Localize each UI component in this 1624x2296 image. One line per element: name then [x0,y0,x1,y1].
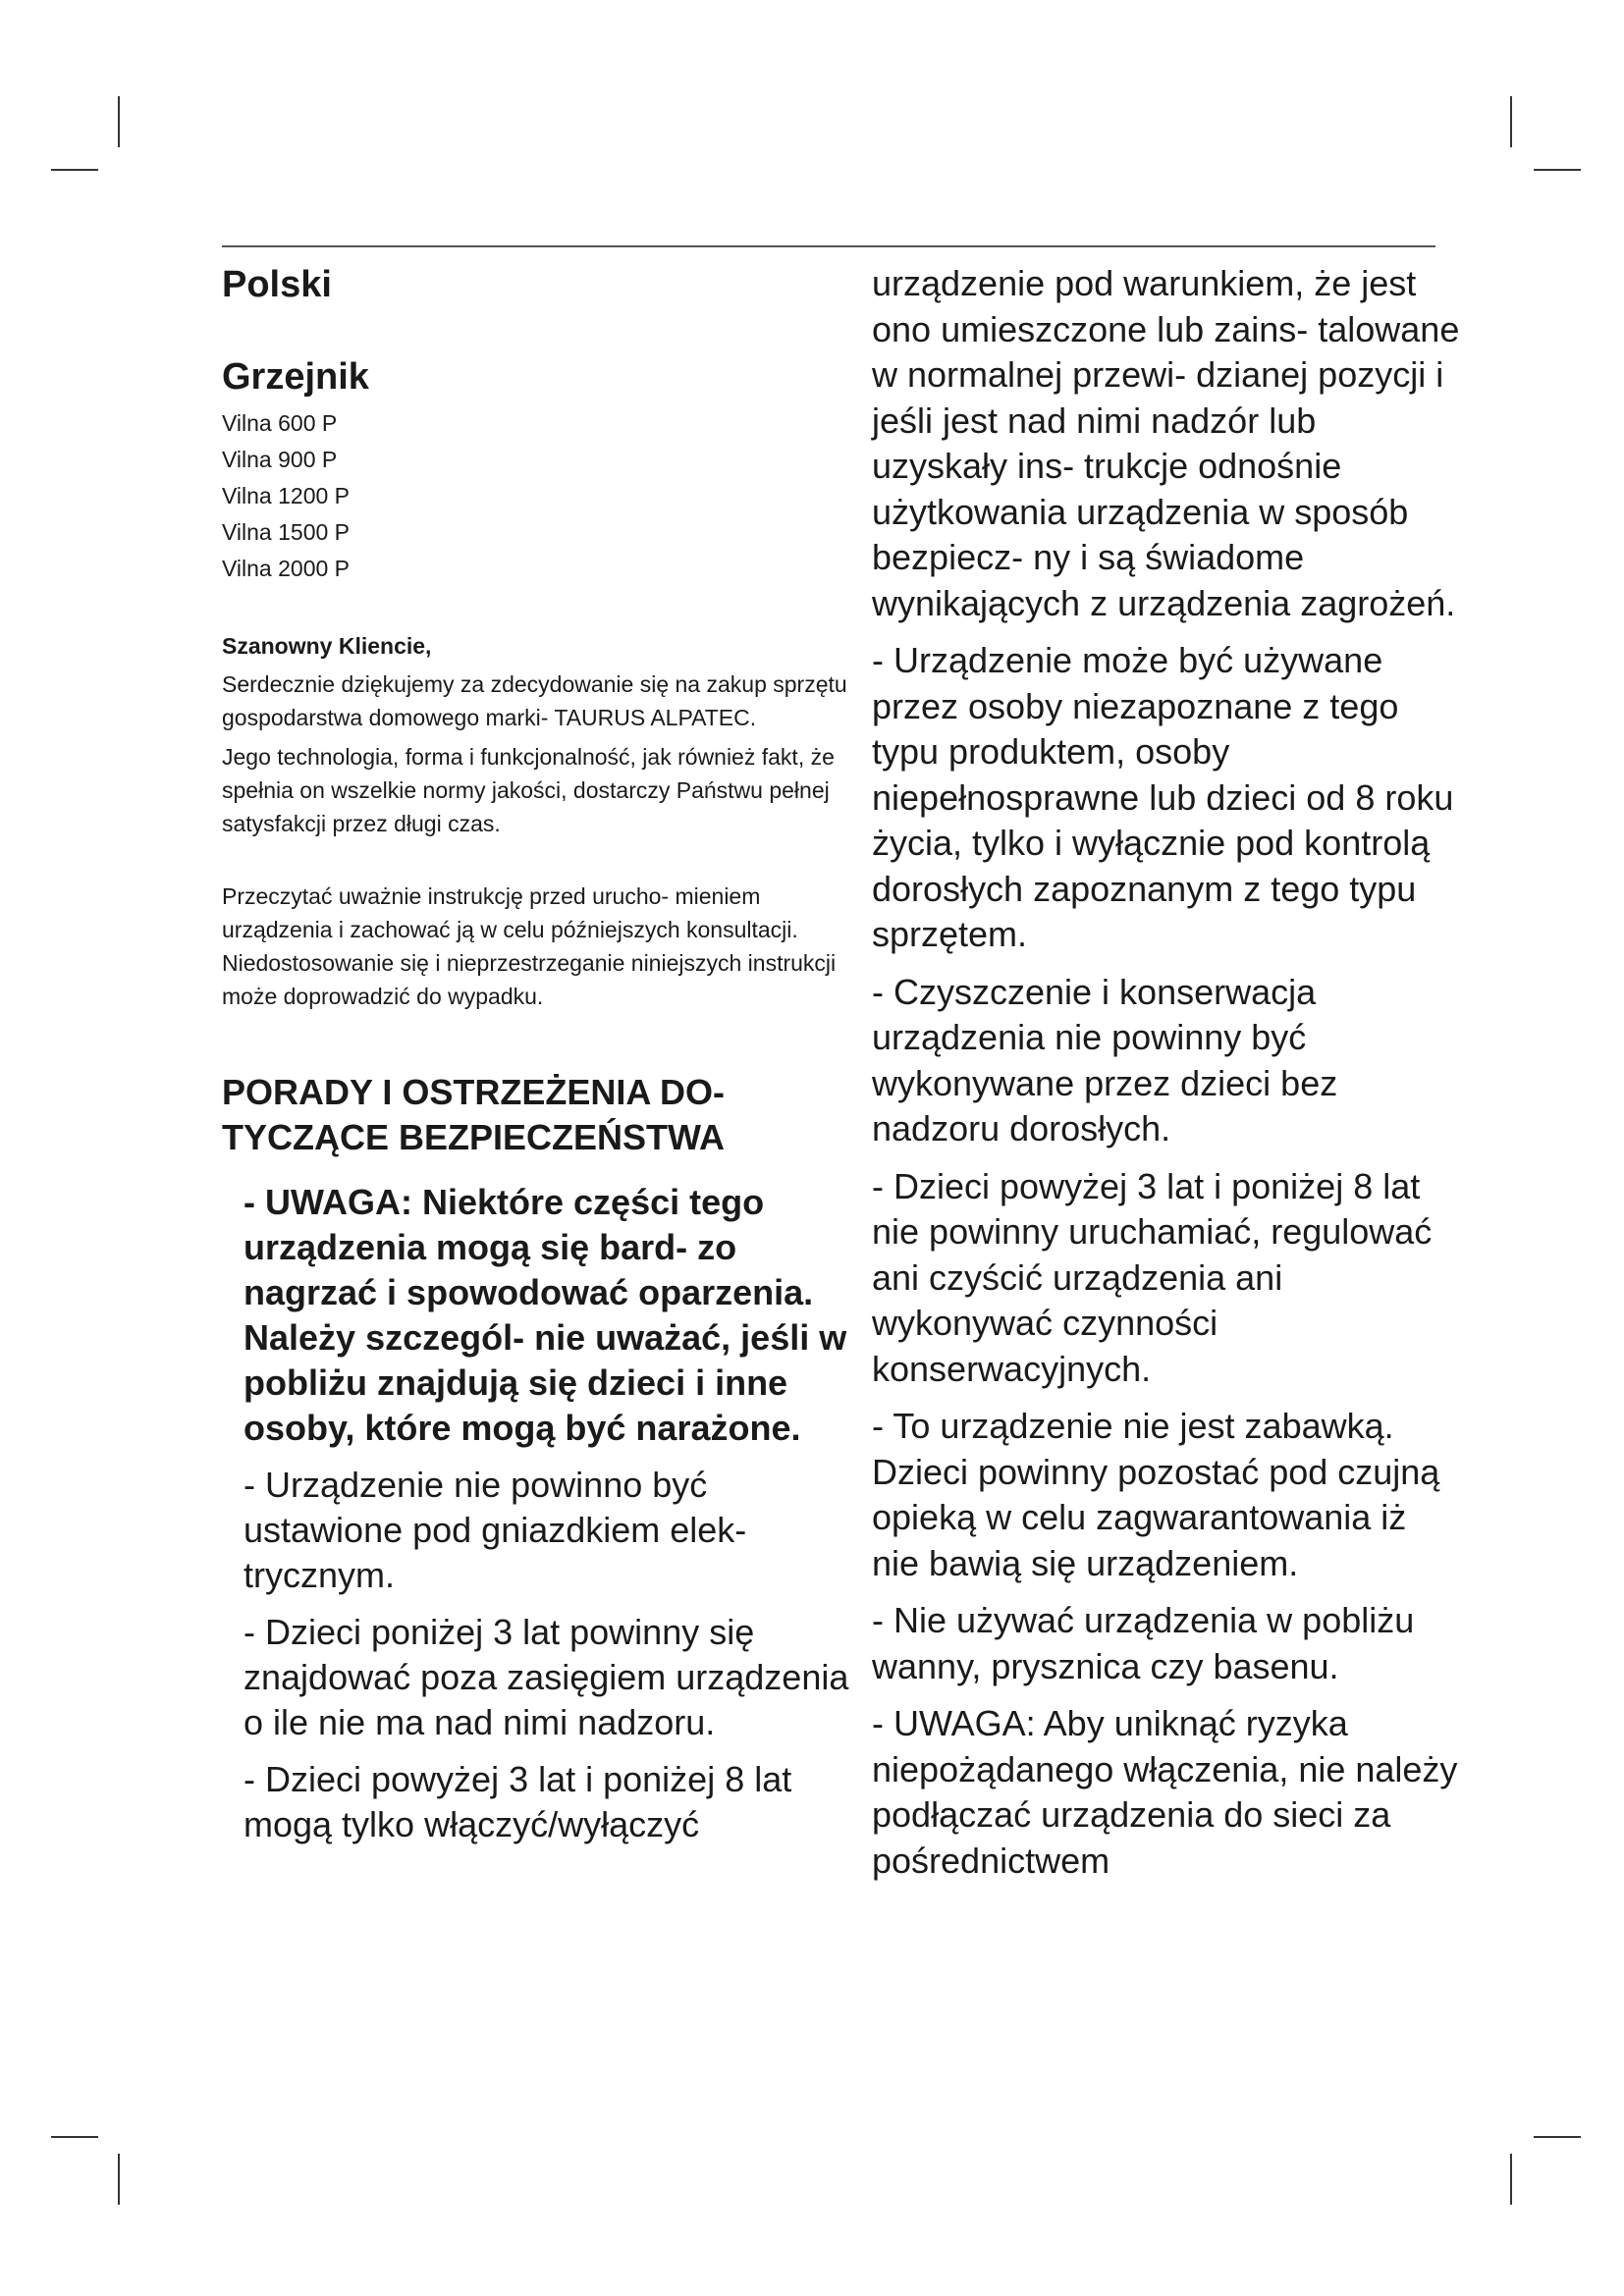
model-item: Vilna 1500 P [222,519,351,546]
language-heading: Polski [222,264,332,305]
safety-item: - UWAGA: Aby uniknąć ryzyka niepożądanego włączenia, nie należy podłączać urządzenia do sieci za pośrednictwem [872,1703,1458,1881]
intro-paragraph-2: Jego technologia, forma i funkcjonalność, jak również fakt, że spełnia on wszelkie normy jakości, dostarczy Państwu pełnej satysfakcji przez długi czas. [222,744,835,837]
greeting: Szanowny Kliencie, [222,633,432,660]
model-item: Vilna 600 P [222,410,338,437]
model-item: Vilna 2000 P [222,556,351,582]
safety-item: - Urządzenie nie powinno być ustawione pod gniazdkiem elek- trycznym. [244,1465,747,1596]
safety-heading: PORADY I OSTRZEŻENIA DO- TYCZĄCE BEZPIECZEŃSTWA [222,1072,726,1158]
safety-item: - Urządzenie może być używane przez osoby niezapoznane z tego typu produktem, osoby niepełnosprawne lub dzieci od 8 roku życia, tylko i wyłącznie pod kontrolą dorosłych zapoznanym z tego typu sprzętem. [872,640,1454,954]
intro-paragraph-1: Serdecznie dziękujemy za zdecydowanie się na zakup sprzętu gospodarstwa domowego marki- TAURUS ALPATEC. [222,671,847,731]
header-rule [222,245,1435,247]
safety-item: urządzenie pod warunkiem, że jest ono umieszczone lub zains- talowane w normalnej przewi- dzianej pozycji i jeśli jest nad nimi nadzór lub uzyskały ins- trukcje odnośnie użytkowania urządzenia w sposób bezpiecz- ny i są świadome wynikających z urządzenia zagrożeń. [872,263,1460,623]
model-list [222,405,850,587]
safety-item: - Dzieci powyżej 3 lat i poniżej 8 lat mogą tylko włączyć/wyłączyć [244,1759,792,1845]
intro-paragraph-3: Przeczytać uważnie instrukcję przed urucho- mieniem urządzenia i zachować ją w celu późniejszych konsultacji. Niedostosowanie się i nieprzestrzeganie niniejszych instrukcji może doprowadzić do wypadku. [222,883,837,1010]
product-title: Grzejnik [222,355,369,398]
safety-item: - Dzieci poniżej 3 lat powinny się znajdować poza zasięgiem urządzenia o ile nie ma nad nimi nadzoru. [244,1612,849,1743]
left-column [222,257,850,1859]
crop-mark [1534,2136,1581,2138]
safety-item: - Czyszczenie i konserwacja urządzenia nie powinny być wykonywane przez dzieci bez nadzoru dorosłych. [872,971,1338,1148]
crop-mark [51,2136,98,2138]
safety-item: - Dzieci powyżej 3 lat i poniżej 8 lat nie powinny uruchamiać, regulować ani czyścić urządzenia ani wykonywać czynności konserwacyjnych. [872,1165,1433,1389]
safety-item: - To urządzenie nie jest zabawką. Dzieci powinny pozostać pod czujną opieką w celu zagwarantowania iż nie bawią się urządzeniem. [872,1406,1440,1583]
model-item: Vilna 900 P [222,447,338,473]
crop-mark [1510,96,1512,147]
model-item: Vilna 1200 P [222,483,351,509]
safety-item: - Nie używać urządzenia w pobliżu wanny, prysznica czy basenu. [872,1600,1415,1686]
safety-list-left [222,1180,850,1847]
crop-mark [1534,169,1581,171]
crop-mark [51,169,98,171]
crop-mark [118,96,120,147]
safety-warning: - UWAGA: Niektóre części tego urządzenia mogą się bard- zo nagrzać i spowodować oparzenia. Należy szczegól- nie uważać, jeśli w pobliżu znajdują się dzieci i inne osoby, które mogą być narażone. [244,1182,847,1449]
crop-mark [1510,2154,1512,2205]
right-column [872,257,1461,1896]
crop-mark [118,2154,120,2205]
